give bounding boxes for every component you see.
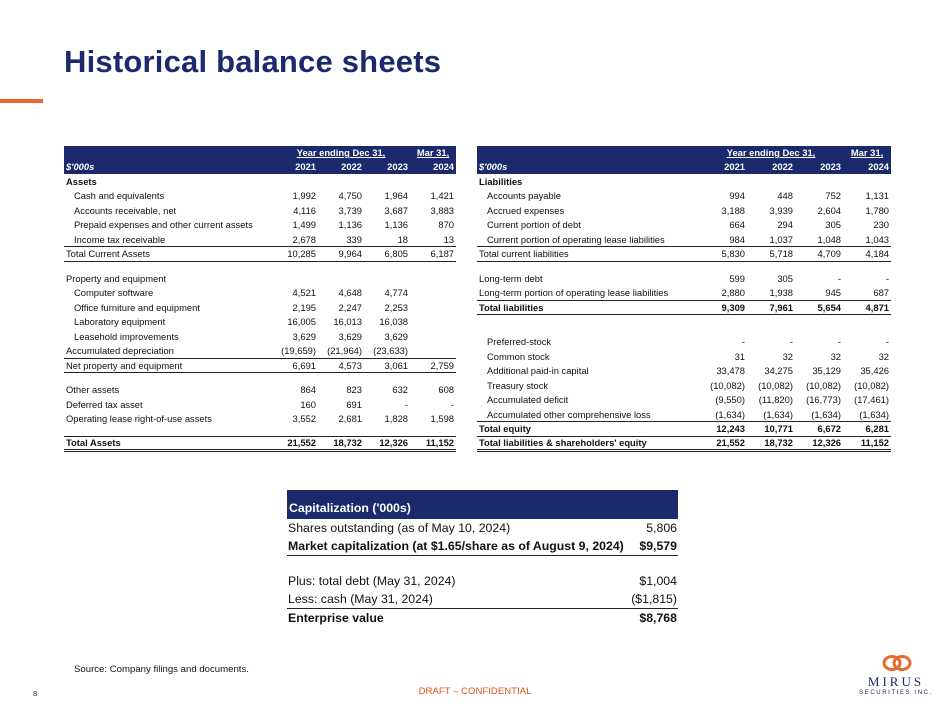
- table-row: Office furniture and equipment 2,195 2,247 2,253: [74, 301, 409, 313]
- table-row: Accumulated deficit (9,550) (11,820) (16,773) (17,461): [487, 394, 890, 406]
- table-row: Liabilities: [479, 176, 523, 187]
- page-number: 8: [33, 689, 38, 698]
- cap-row: Less: cash (May 31, 2024) ($1,815): [287, 590, 678, 609]
- year-header: 2024: [843, 159, 891, 174]
- table-row: Property and equipment: [66, 272, 167, 284]
- year-header: 2022: [747, 159, 795, 174]
- table-row: Accounts receivable, net 4,116 3,739 3,687 3,883: [74, 204, 455, 216]
- subtotal-row: Total current liabilities 5,830 5,718 4,709 4,184: [479, 248, 890, 260]
- table-row: Accrued expenses 3,188 3,939 2,604 1,780: [487, 204, 890, 216]
- table-row: Prepaid expenses and other current assets 1,499 1,136 1,136 870: [74, 219, 455, 231]
- logo-rings-icon: [881, 654, 913, 672]
- unit-label: $'000s: [64, 159, 272, 174]
- table-row: Assets: [66, 176, 97, 187]
- logo-wordmark: MIRUS: [867, 674, 925, 689]
- cap-row: Plus: total debt (May 31, 2024) $1,004: [288, 573, 677, 588]
- year-header: 2024: [410, 159, 456, 174]
- capitalization-header: Capitalization ('000s): [287, 490, 678, 519]
- liabilities-table: [477, 146, 891, 452]
- year-header: 2021: [699, 159, 747, 174]
- table-row: Laboratory equipment 16,005 16,013 16,038: [74, 316, 409, 328]
- table-row: Long-term debt 599 305 - -: [479, 272, 890, 284]
- table-row: Additional paid-in capital 33,478 34,275 35,129 35,426: [487, 365, 890, 377]
- unit-label: $'000s: [477, 159, 699, 174]
- subtotal-row: Total Current Assets 10,285 9,964 6,805 6,187: [66, 248, 455, 260]
- table-row: Current portion of debt 664 294 305 230: [487, 219, 890, 231]
- assets-table: [64, 146, 456, 452]
- year-header: 2023: [795, 159, 843, 174]
- total-row: Total liabilities & shareholders' equity 21,552 18,732 12,326 11,152: [477, 436, 891, 451]
- table-row: Common stock 31 32 32 32: [487, 350, 890, 362]
- capitalization-table: [287, 490, 678, 627]
- logo-subtitle: SECURITIES INC.: [859, 690, 933, 696]
- total-row: Total Assets 21,552 18,732 12,326 11,152: [64, 436, 456, 451]
- table-row: Other assets 864 823 632 608: [66, 384, 455, 396]
- table-row: Leasehold improvements 3,629 3,629 3,629: [74, 330, 409, 342]
- table-row: Deferred tax asset 160 691 - -: [66, 398, 455, 410]
- draft-label: DRAFT – CONFIDENTIAL: [418, 686, 532, 697]
- table-row: Cash and equivalents 1,992 4,750 1,964 1,421: [74, 190, 455, 202]
- year-header: 2021: [272, 159, 318, 174]
- table-row: Operating lease right-of-use assets 3,552 2,681 1,828 1,598: [66, 413, 455, 425]
- table-row: Computer software 4,521 4,648 4,774: [74, 287, 409, 299]
- cap-row: Shares outstanding (as of May 10, 2024) 5,806: [288, 521, 677, 535]
- quarter-header: Mar 31,: [843, 146, 891, 159]
- table-row: Preferred-stock - - - -: [487, 336, 890, 348]
- source-note: Source: Company filings and documents.: [74, 664, 249, 675]
- table-row: Accumulated other comprehensive loss (1,634) (1,634) (1,634) (1,634): [477, 407, 891, 422]
- subtotal-row: Net property and equipment 6,691 4,573 3,061 2,759: [66, 359, 455, 371]
- mirus-logo: [856, 652, 936, 698]
- cap-row: Enterprise value $8,768: [288, 610, 677, 625]
- quarter-header: Mar 31,: [410, 146, 456, 159]
- table-row: Accounts payable 994 448 752 1,131: [487, 190, 890, 202]
- year-group-header: Year ending Dec 31,: [272, 146, 410, 159]
- table-row: Current portion of operating lease liabilities 984 1,037 1,048 1,043: [477, 232, 891, 247]
- subtotal-row: Total equity 12,243 10,771 6,672 6,281: [479, 423, 890, 435]
- table-row: Treasury stock (10,082) (10,082) (10,082) (10,082): [487, 379, 890, 391]
- table-row: Income tax receivable 2,678 339 18 13: [74, 233, 455, 245]
- cap-row: Market capitalization (at $1.65/share as of August 9, 2024) $9,579: [287, 537, 678, 556]
- year-header: 2022: [318, 159, 364, 174]
- year-header: 2023: [364, 159, 410, 174]
- table-row: Long-term portion of operating lease liabilities 2,880 1,938 945 687: [479, 287, 890, 298]
- subtotal-row: Total liabilities 9,309 7,961 5,654 4,871: [479, 301, 890, 313]
- table-row: Accumulated depreciation (19,659) (21,964) (23,633): [64, 344, 456, 359]
- page-title: Historical balance sheets: [64, 44, 442, 79]
- year-group-header: Year ending Dec 31,: [699, 146, 843, 159]
- accent-bar: [0, 99, 43, 103]
